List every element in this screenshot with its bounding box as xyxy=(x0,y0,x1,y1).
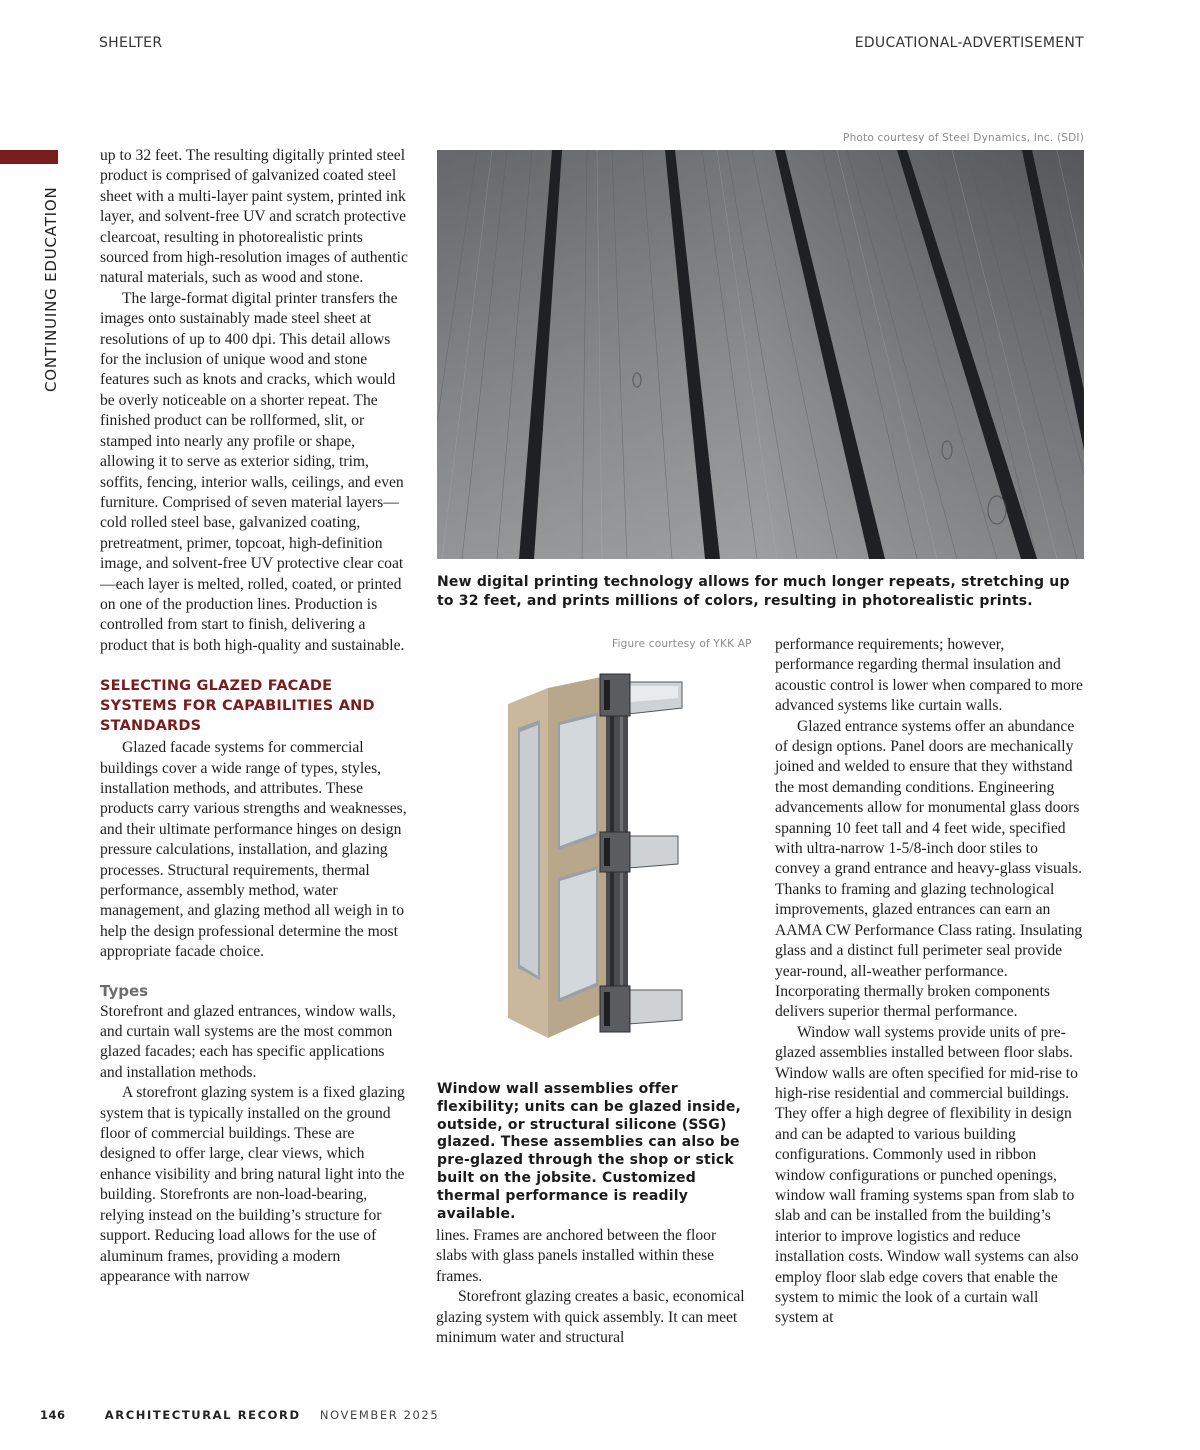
text-column-middle xyxy=(436,1226,746,1348)
section-accent-bar xyxy=(0,150,58,164)
figure-caption: Window wall assemblies offer flexibility; units can be glazed inside, outside, or structural silicone (SSG) glazed. These assemblies can also be pre-glazed through the shop or stick built on the jobsite. Customized thermal performance is readily available. xyxy=(437,1081,742,1222)
body-paragraph: The large-format digital printer transfers the images onto sustainably made steel sheet at resolutions of up to 400 dpi. This detail allows for the inclusion of unique wood and stone features such as knots and cracks, which would be overly noticeable on a shorter repeat. The finished product can be rollformed, slit, or stamped into nearly any profile or shape, allowing it to serve as exterior siding, trim, soffits, fencing, interior walls, ceilings, and even furniture. Comprised of seven material layers—cold rolled steel base, galvanized coating, pretreatment, primer, topcoat, high-definition image, and solvent-free UV protective clear coat—each layer is melted, rolled, coated, or printed on one of the production lines. Production is controlled from start to finish, delivering a product that is both high-quality and sustainable. xyxy=(100,289,405,654)
issue-date: NOVEMBER 2025 xyxy=(319,1408,440,1422)
window-wall-assembly-figure xyxy=(500,668,700,1048)
subsection-heading: Types xyxy=(100,981,149,1000)
body-paragraph: lines. Frames are anchored between the floor slabs with glass panels installed within these frames. xyxy=(436,1227,717,1285)
body-paragraph: performance requirements; however, performance regarding thermal insulation and acoustic control is lower when compared to more advanced systems like curtain walls. xyxy=(775,636,1083,715)
text-column-right xyxy=(775,635,1085,1329)
section-heading: SELECTING GLAZED FACADE SYSTEMS FOR CAPABILITIES AND STANDARDS xyxy=(100,678,375,735)
body-paragraph: up to 32 feet. The resulting digitally printed steel product is comprised of galvanized coated steel sheet with a multi-layer paint system, printed ink layer, and solvent-free UV and scratch protective clearcoat, resulting in photorealistic prints sourced from high-resolution images of authentic natural materials, such as wood and stone. xyxy=(100,147,408,287)
text-column-left xyxy=(100,146,410,1287)
body-paragraph: Window wall systems provide units of pre-glazed assemblies installed between floor slabs. Window walls are often specified for mid-rise to high-rise residential and commercial buildings. They offer a high degree of flexibility in design and can be adapted to various building configurations. Commonly used in ribbon window configurations or punched openings, window wall framing systems span from slab to slab and can be installed from the building’s interior to improve logistics and reduce installation costs. Window wall systems can also employ floor slab edge covers that enable the system to mimic the look of a curtain wall system at xyxy=(775,1023,1079,1327)
publication-name: ARCHITECTURAL RECORD xyxy=(104,1408,301,1422)
side-section-label: CONTINUING EDUCATION xyxy=(42,186,60,392)
photo-credit: Photo courtesy of Steel Dynamics, Inc. (SDI) xyxy=(843,132,1084,144)
page-footer xyxy=(40,1408,439,1422)
body-paragraph: Glazed facade systems for commercial buildings cover a wide range of types, styles, installation methods, and attributes. These products carry various strengths and weaknesses, and their ultimate performance hinges on design pressure calculations, installation, and glazing processes. Structural requirements, thermal performance, assembly method, water management, and glazing method all weigh in to help the design professional determine the most appropriate facade choice. xyxy=(100,739,407,961)
photo-caption: New digital printing technology allows for much longer repeats, stretching up to 32 feet, and prints millions of colors, resulting in photorealistic prints. xyxy=(437,574,1070,609)
body-paragraph: A storefront glazing system is a fixed glazing system that is typically installed on the ground floor of commercial buildings. These are designed to offer large, clear views, which enhance visibility and bring natural light into the building. Storefronts are non-load-bearing, relying instead on the building’s structure for support. Reducing load allows for the use of aluminum frames, providing a modern appearance with narrow xyxy=(100,1084,405,1285)
body-paragraph: Glazed entrance systems offer an abundance of design options. Panel doors are mechanically joined and welded to ensure that they withstand the most demanding conditions. Engineering advancements allow for monumental glass doors spanning 10 feet tall and 4 feet wide, specified with ultra-narrow 1-5/8-inch door stiles to convey a grand entrance and heavy-glass visuals. Thanks to framing and glazing technological improvements, glazed entrances can earn an AAMA CW Performance Class rating. Insulating glass and a distinct full perimeter seal provide year-round, all-weather performance. Incorporating thermally broken components delivers superior thermal performance. xyxy=(775,717,1083,1021)
figure-credit: Figure courtesy of YKK AP xyxy=(612,638,752,650)
wood-grain-steel-siding-photo xyxy=(437,150,1084,559)
body-paragraph: Storefront glazing creates a basic, economical glazing system with quick assembly. It can meet minimum water and structural xyxy=(436,1288,745,1347)
page-number: 146 xyxy=(40,1408,66,1422)
body-paragraph: Storefront and glazed entrances, window walls, and curtain wall systems are the most common glazed facades; each has specific applications and installation methods. xyxy=(100,1002,396,1081)
running-header-section: SHELTER xyxy=(99,35,163,51)
running-header-tag: EDUCATIONAL-ADVERTISEMENT xyxy=(854,35,1084,51)
